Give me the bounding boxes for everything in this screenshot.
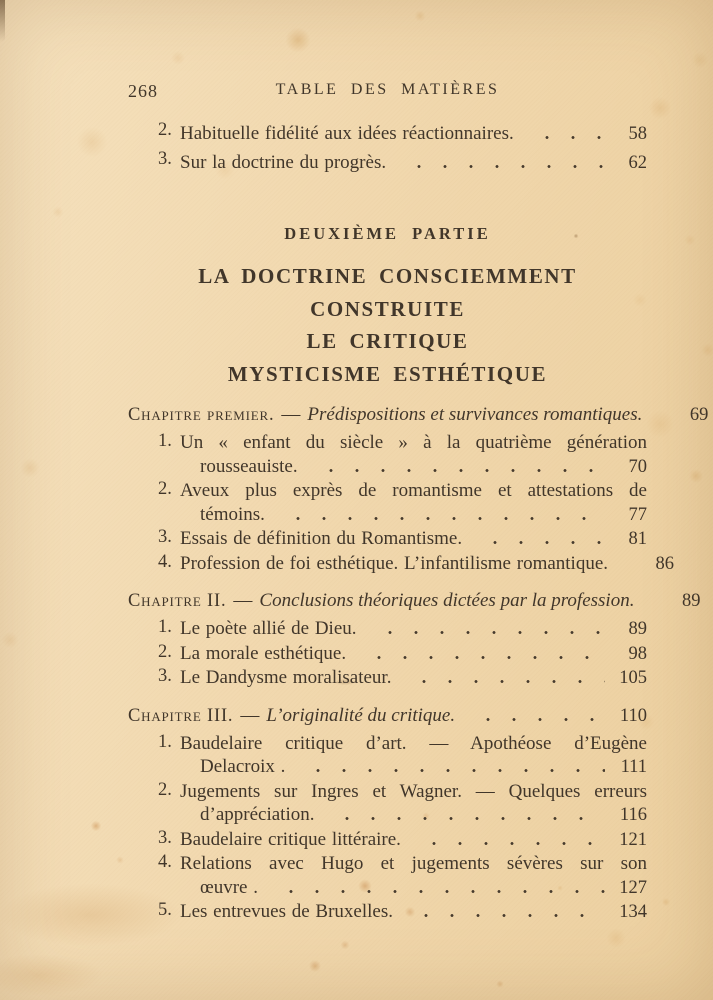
dot-leader <box>474 539 605 544</box>
item-number: 2. <box>158 779 172 800</box>
toc-item <box>128 642 647 667</box>
dot-leader <box>413 840 605 845</box>
chapter <box>128 704 647 925</box>
toc-item <box>128 431 647 479</box>
item-page-number: 86 <box>655 553 675 574</box>
chapter-heading <box>128 589 701 613</box>
dot-leader <box>646 601 658 606</box>
dot-leader <box>270 888 605 893</box>
toc-item-line <box>180 120 647 149</box>
toc-item-line <box>180 642 647 667</box>
item-page-number: 81 <box>628 529 647 549</box>
page-content <box>128 0 709 925</box>
item-number: 1. <box>158 431 172 451</box>
toc-item-line <box>180 455 647 480</box>
chapter-separator: — <box>281 404 301 425</box>
dot-leader <box>369 629 605 634</box>
item-page-number: 111 <box>620 757 647 777</box>
part-title-line: MYSTICISME ESTHÉTIQUE <box>227 361 548 386</box>
toc-item-line <box>180 828 647 853</box>
item-number: 2. <box>158 479 172 499</box>
chapter-page-number: 110 <box>619 705 647 726</box>
item-text: rousseauiste. <box>200 455 298 477</box>
chapter-page-number: 89 <box>681 591 701 611</box>
item-number: 2. <box>158 641 172 662</box>
toc-item <box>128 732 647 780</box>
carryover-items <box>128 120 647 177</box>
item-number: 3. <box>158 827 172 848</box>
chapter-heading <box>128 704 647 728</box>
toc-item-line <box>180 503 647 528</box>
item-page-number: 127 <box>619 877 647 898</box>
item-text: Jugements sur Ingres et Wagner. — Quelques erreurs <box>180 780 647 802</box>
dot-leader <box>326 815 605 820</box>
toc-item <box>128 852 647 900</box>
toc-item-line <box>180 900 647 925</box>
chapters <box>128 403 709 925</box>
toc-item-line <box>180 755 647 780</box>
item-number: 3. <box>158 666 172 686</box>
item-text: Delacroix . <box>200 756 286 777</box>
item-page-number: 77 <box>628 504 647 525</box>
toc-item <box>128 666 647 691</box>
item-page-number: 62 <box>628 152 647 173</box>
item-text: Baudelaire critique littéraire. <box>180 828 401 850</box>
chapter-separator: — <box>240 704 260 726</box>
chapter-label: Chapitre premier. <box>128 405 275 425</box>
item-number: 4. <box>158 852 172 872</box>
item-text: œuvre . <box>200 876 258 898</box>
item-number: 1. <box>158 617 172 637</box>
item-text: Habituelle fidélité aux idées réactionnaires. <box>180 123 514 144</box>
part-title-line: LE CRITIQUE <box>306 329 469 353</box>
dot-leader <box>405 912 605 917</box>
toc-item-line <box>180 780 647 804</box>
dot-leader <box>620 564 632 569</box>
chapter-separator: — <box>233 590 253 611</box>
part-label: DEUXIÈME PARTIE <box>284 224 491 243</box>
toc-item-line <box>180 149 647 178</box>
chapter-title: Conclusions théoriques dictées par la profession. <box>259 590 635 611</box>
item-text: Essais de définition du Romantisme. <box>180 528 463 549</box>
item-page-number: 98 <box>628 643 647 664</box>
chapter-title: L’originalité du critique. <box>266 704 456 726</box>
toc-item-line <box>180 666 647 691</box>
chapter-items <box>128 617 647 691</box>
toc-item <box>128 527 647 552</box>
toc-item-line <box>180 803 647 828</box>
item-text: Le Dandysme moralisateur. <box>180 667 392 688</box>
toc-item <box>128 828 647 853</box>
toc-item-line <box>180 876 647 901</box>
chapter <box>128 403 709 576</box>
dot-leader <box>277 515 605 520</box>
chapter-items <box>128 732 647 925</box>
item-number: 4. <box>158 551 172 572</box>
chapter-heading <box>128 403 709 427</box>
item-page-number: 121 <box>619 829 647 850</box>
page-number: 268 <box>128 81 158 101</box>
dot-leader <box>467 716 605 721</box>
item-text: Les entrevues de Bruxelles. <box>180 901 393 922</box>
item-page-number: 105 <box>619 668 647 688</box>
page-header <box>128 81 647 103</box>
part-title <box>128 260 647 390</box>
toc-item <box>128 149 647 178</box>
chapter-label: Chapitre III. <box>128 705 234 726</box>
item-text: d’appréciation. <box>200 804 315 825</box>
dot-leader <box>358 654 605 659</box>
chapter-title: Prédispositions et survivances romantiques. <box>307 404 643 425</box>
item-text: Un « enfant du siècle » à la quatrième génération <box>180 432 647 453</box>
item-number: 2. <box>158 120 172 140</box>
toc-item <box>128 551 675 577</box>
part-heading <box>128 223 647 390</box>
toc-item-line <box>180 617 647 642</box>
chapter-page-number: 69 <box>689 405 709 425</box>
item-text: La morale esthétique. <box>180 642 347 664</box>
dot-leader <box>297 767 605 772</box>
item-number: 5. <box>158 900 172 920</box>
running-title: TABLE DES MATIÈRES <box>275 81 500 98</box>
item-page-number: 58 <box>628 124 647 144</box>
scan-edge-mark <box>0 0 5 42</box>
dot-leader <box>403 678 605 683</box>
toc-item <box>128 900 647 925</box>
dot-leader <box>526 134 605 139</box>
item-number: 3. <box>158 527 172 547</box>
part-title-line: LA DOCTRINE CONSCIEMMENT CONSTRUITE <box>198 264 577 321</box>
chapter-items <box>128 431 675 576</box>
toc-item <box>128 120 647 149</box>
toc-item <box>128 479 647 527</box>
dot-leader <box>310 467 605 472</box>
item-text: témoins. <box>200 503 265 525</box>
chapter-label: Chapitre II. <box>128 591 227 611</box>
toc-item-line <box>180 552 675 577</box>
toc-item-line <box>180 527 647 552</box>
chapter <box>128 589 701 691</box>
toc-item-line <box>180 852 647 876</box>
item-page-number: 89 <box>628 619 647 639</box>
item-text: Baudelaire critique d’art. — Apothéose d’Eugène <box>180 732 647 754</box>
item-number: 1. <box>158 731 172 752</box>
toc-item-line <box>180 732 647 756</box>
item-text: Le poète allié de Dieu. <box>180 618 357 639</box>
item-text: Profession de foi esthétique. L’infantilisme romantique. <box>180 552 609 574</box>
item-text: Sur la doctrine du progrès. <box>180 151 387 173</box>
item-page-number: 116 <box>619 805 647 825</box>
dot-leader <box>654 415 666 420</box>
item-page-number: 134 <box>619 902 647 922</box>
dot-leader <box>398 163 605 168</box>
item-text: Relations avec Hugo et jugements sévères sur son <box>180 853 647 874</box>
toc-item-line <box>180 431 647 455</box>
toc-item-line <box>180 479 647 503</box>
item-number: 3. <box>158 148 172 169</box>
toc-item <box>128 617 647 642</box>
toc-item <box>128 780 647 828</box>
item-page-number: 70 <box>628 456 647 477</box>
item-text: Aveux plus exprès de romantisme et attestations de <box>180 480 647 501</box>
